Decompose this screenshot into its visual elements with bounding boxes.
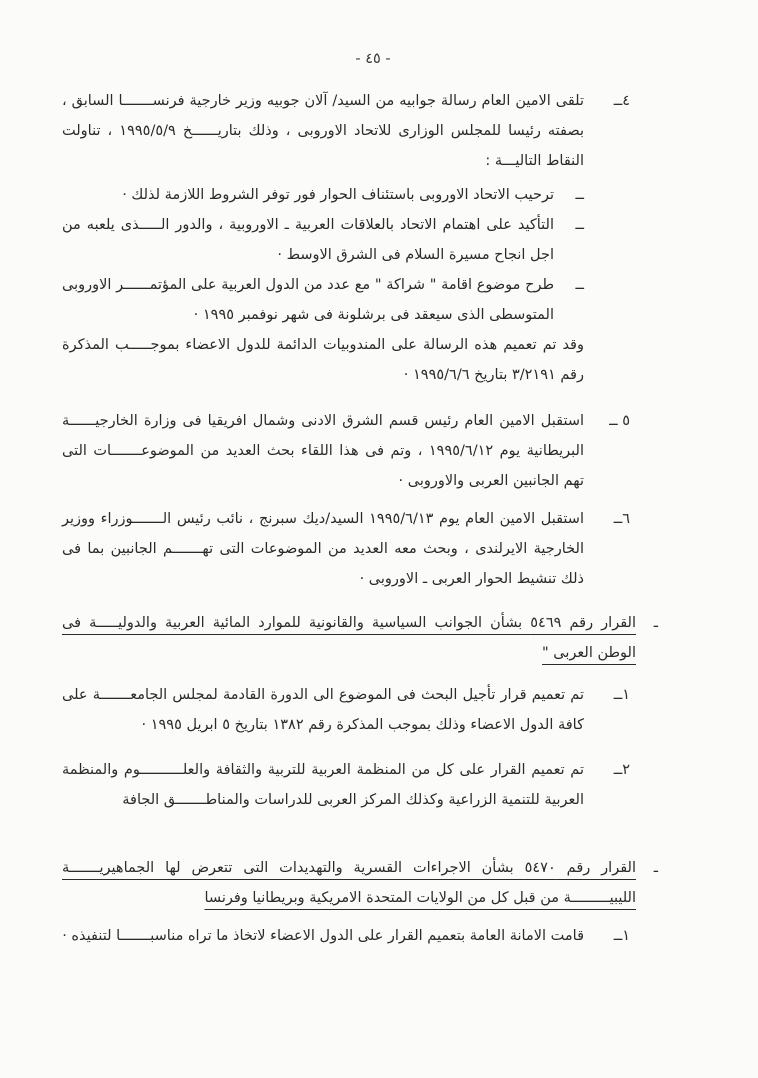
bullet-item	[62, 210, 584, 270]
numbered-item-5	[62, 406, 630, 496]
section1-item-2-body	[62, 755, 584, 815]
bullet-text: طرح موضوع اقامة " شراكة " مع عدد من الدول العربية على المؤتمــــــر الاوروبى المتوسطى الذى سيعقد فى برشلونة فى شهر نوفمبر ١٩٩٥ ·	[62, 277, 554, 323]
item-4-text: تلقى الامين العام رسالة جوابيه من السيد/ آلان جوبيه وزير خارجية فرنســـــــا السابق ، بصفته رئيسا للمجلس الوزارى للاتحاد الاوروبى ، وذلك بتاريــــــخ ١٩٩٥/٥/٩ ، تناولت النقاط التاليـــة :	[62, 93, 585, 169]
section2-item-1	[62, 921, 630, 951]
item-6-text: استقبل الامين العام يوم ١٩٩٥/٦/١٣ السيد/ديك سبرنج ، نائب رئيس الـــــــوزراء ووزير الخارجية الايرلندى ، وبحث معه العديد من الموضوعات التى تهـــــــم الجانبين بما فى ذلك تنشيط الحوار العربى ـ الاوروبى ·	[62, 511, 584, 587]
bullet-text: ترحيب الاتحاد الاوروبى باستئناف الحوار فور توفر الشروط اللازمة لذلك ·	[122, 187, 554, 203]
section1-item-2	[62, 755, 630, 815]
item-5-body	[62, 406, 584, 496]
bullet-dash-icon: ــ	[575, 277, 584, 293]
item-4-body	[62, 86, 584, 390]
section1-item-2-text: تم تعميم القرار على كل من المنظمة العربية للتربية والثقافة والعلــــــــــوم والمنظمة العربية للتنمية الزراعية وكذلك المركز العربى للدراسات والمناطـــــــق الجافة	[62, 762, 584, 808]
section-heading-resolution-5469	[62, 608, 658, 668]
section2-item-1-marker: ١ــ	[613, 928, 630, 944]
heading-dash-icon: ـ	[653, 615, 658, 631]
numbered-item-4	[62, 86, 630, 390]
section2-item-1-text: قامت الامانة العامة بتعميم القرار على الدول الاعضاء لاتخاذ ما تراه مناسبـــــــا لتنفيذه ·	[62, 928, 584, 944]
item-4-continuation: وقد تم تعميم هذه الرسالة على المندوبيات الدائمة للدول الاعضاء بموجـــــب المذكرة رقم ٣/٢١٩١ بتاريخ ١٩٩٥/٦/٦ ·	[62, 337, 584, 383]
bullet-item	[62, 270, 584, 330]
bullet-item	[62, 180, 584, 210]
heading-text: القرار رقم ٥٤٧٠ بشأن الاجراءات القسرية والتهديدات التى تتعرض لها الجماهيريـــــــة الليبيـــــــــة من قبل كل من الولايات المتحدة الامريكية وبريطانيا وفرنسا	[62, 860, 636, 906]
section2-item-1-body	[62, 921, 584, 951]
page-number: - ٤٥ -	[355, 51, 391, 67]
heading-dash-icon: ـ	[653, 860, 658, 876]
section1-item-1-marker: ١ــ	[613, 687, 630, 703]
numbered-item-6	[62, 504, 630, 594]
bullet-dash-icon: ــ	[575, 187, 584, 203]
section1-item-1-body	[62, 680, 584, 740]
item-4-marker: ٤ــ	[613, 93, 630, 109]
bullet-dash-icon: ــ	[575, 217, 584, 233]
section-heading-resolution-5470	[62, 853, 658, 913]
item-4-bullets	[62, 180, 584, 330]
section1-item-1-text: تم تعميم قرار تأجيل البحث فى الموضوع الى الدورة القادمة لمجلس الجامعـــــــة على كافة الدول الاعضاء وذلك بموجب المذكرة رقم ١٣٨٢ بتاريخ ٥ ابريل ١٩٩٥ ·	[62, 687, 584, 733]
section1-item-2-marker: ٢ــ	[613, 762, 630, 778]
section1-item-1	[62, 680, 630, 740]
item-5-text: استقبل الامين العام رئيس قسم الشرق الادنى وشمال افريقيا فى وزارة الخارجيــــــة البريطانية يوم ١٩٩٥/٦/١٢ ، وتم فى هذا اللقاء بحث العديد من الموضوعـــــــات التى تهم الجانبين العربى والاوروبى ·	[62, 413, 584, 489]
item-6-body	[62, 504, 584, 594]
item-5-marker: ٥ ــ	[609, 413, 630, 429]
item-6-marker: ٦ــ	[613, 511, 630, 527]
bullet-text: التأكيد على اهتمام الاتحاد بالعلاقات العربية ـ الاوروبية ، والدور الـــــذى يلعبه من اجل انجاح مسيرة السلام فى الشرق الاوسط ·	[62, 217, 554, 263]
heading-text: القرار رقم ٥٤٦٩ بشأن الجوانب السياسية والقانونية للموارد المائية العربية والدوليـــــة فى الوطن العربى "	[62, 615, 636, 661]
